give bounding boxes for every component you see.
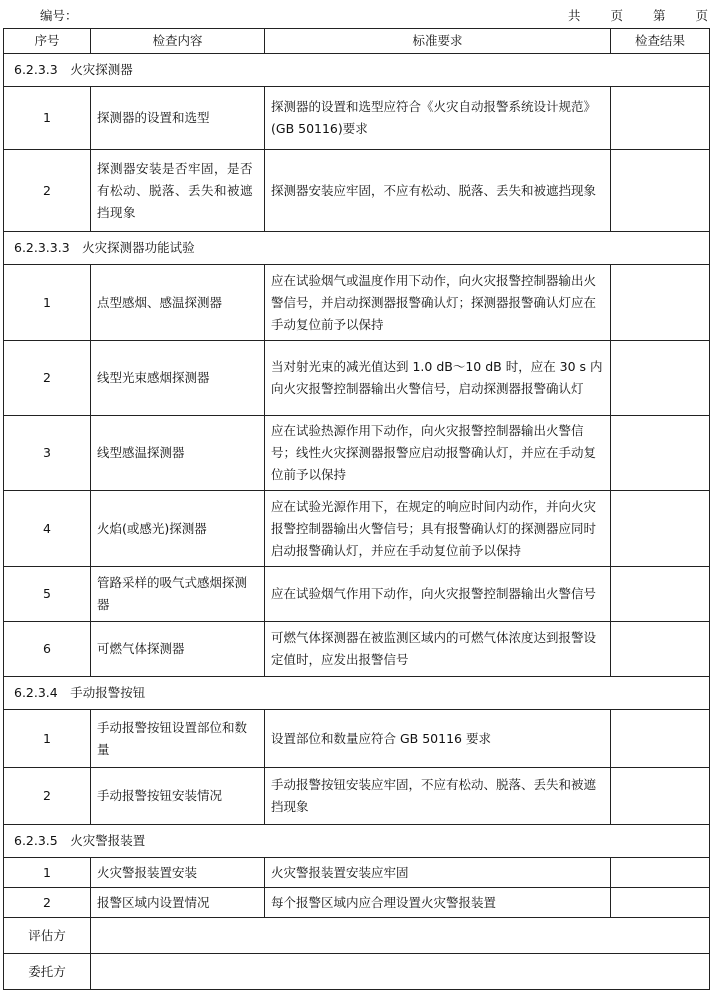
page-no-label: 第 xyxy=(652,8,666,23)
check-item: 手动报警按钮安装情况 xyxy=(91,768,265,825)
table-row xyxy=(4,858,710,888)
result-cell[interactable] xyxy=(611,567,710,622)
row-number: 3 xyxy=(4,416,91,491)
table-row xyxy=(4,416,710,491)
column-header-requirement: 标准要求 xyxy=(265,29,611,54)
check-item: 点型感烟、感温探测器 xyxy=(91,265,265,341)
row-number: 2 xyxy=(4,888,91,918)
row-number: 1 xyxy=(4,87,91,150)
footer-row-client xyxy=(4,954,710,990)
check-item: 探测器的设置和选型 xyxy=(91,87,265,150)
row-number: 1 xyxy=(4,265,91,341)
row-number: 1 xyxy=(4,858,91,888)
page-label-2: 页 xyxy=(695,8,708,23)
requirement: 探测器的设置和选型应符合《火灾自动报警系统设计规范》(GB 50116)要求 xyxy=(265,87,611,150)
section-row xyxy=(4,232,710,265)
section-title: 6.2.3.5 火灾警报装置 xyxy=(4,825,710,858)
section-row xyxy=(4,54,710,87)
requirement: 可燃气体探测器在被监测区域内的可燃气体浓度达到报警设定值时，应发出报警信号 xyxy=(265,622,611,677)
section-title: 6.2.3.4 手动报警按钮 xyxy=(4,677,710,710)
section-title: 6.2.3.3 火灾探测器 xyxy=(4,54,710,87)
footer-row-evaluator xyxy=(4,918,710,954)
table-header-row xyxy=(4,29,710,54)
inspection-table xyxy=(3,28,710,990)
table-row xyxy=(4,888,710,918)
column-header-result: 检查结果 xyxy=(611,29,710,54)
result-cell[interactable] xyxy=(611,768,710,825)
section-row xyxy=(4,677,710,710)
table-row xyxy=(4,491,710,567)
check-item: 手动报警按钮设置部位和数量 xyxy=(91,710,265,768)
table-row xyxy=(4,265,710,341)
check-item: 线型光束感烟探测器 xyxy=(91,341,265,416)
client-label: 委托方 xyxy=(4,954,91,990)
evaluator-label: 评估方 xyxy=(4,918,91,954)
requirement: 应在试验烟气或温度作用下动作，向火灾报警控制器输出火警信号，并启动探测器报警确认灯；探测器报警确认灯应在手动复位前予以保持 xyxy=(265,265,611,341)
check-item: 可燃气体探测器 xyxy=(91,622,265,677)
section-title: 6.2.3.3.3 火灾探测器功能试验 xyxy=(4,232,710,265)
row-number: 5 xyxy=(4,567,91,622)
client-field[interactable] xyxy=(91,954,710,990)
requirement: 火灾警报装置安装应牢固 xyxy=(265,858,611,888)
requirement: 应在试验光源作用下，在规定的响应时间内动作，并向火灾报警控制器输出火警信号；具有报警确认灯的探测器应同时启动报警确认灯，并应在手动复位前予以保持 xyxy=(265,491,611,567)
check-item: 线型感温探测器 xyxy=(91,416,265,491)
evaluator-field[interactable] xyxy=(91,918,710,954)
requirement: 探测器安装应牢固，不应有松动、脱落、丢失和被遮挡现象 xyxy=(265,150,611,232)
total-label: 共 xyxy=(567,8,581,23)
requirement: 设置部位和数量应符合 GB 50116 要求 xyxy=(265,710,611,768)
check-item: 报警区域内设置情况 xyxy=(91,888,265,918)
page-header xyxy=(0,0,712,28)
table-row xyxy=(4,87,710,150)
row-number: 1 xyxy=(4,710,91,768)
table-row xyxy=(4,710,710,768)
table-row xyxy=(4,768,710,825)
row-number: 2 xyxy=(4,150,91,232)
requirement: 手动报警按钮安装应牢固，不应有松动、脱落、丢失和被遮挡现象 xyxy=(265,768,611,825)
column-header-no: 序号 xyxy=(4,29,91,54)
row-number: 4 xyxy=(4,491,91,567)
result-cell[interactable] xyxy=(611,622,710,677)
result-cell[interactable] xyxy=(611,491,710,567)
row-number: 2 xyxy=(4,768,91,825)
result-cell[interactable] xyxy=(611,150,710,232)
table-row xyxy=(4,341,710,416)
requirement: 当对射光束的减光值达到 1.0 dB～10 dB 时，应在 30 s 内向火灾报警控制器输出火警信号，启动探测器报警确认灯 xyxy=(265,341,611,416)
document-number-label: 编号： xyxy=(40,8,78,23)
page-counter xyxy=(538,6,708,24)
column-header-item: 检查内容 xyxy=(91,29,265,54)
row-number: 6 xyxy=(4,622,91,677)
result-cell[interactable] xyxy=(611,87,710,150)
result-cell[interactable] xyxy=(611,888,710,918)
table-row xyxy=(4,150,710,232)
result-cell[interactable] xyxy=(611,341,710,416)
result-cell[interactable] xyxy=(611,265,710,341)
check-item: 火焰(或感光)探测器 xyxy=(91,491,265,567)
check-item: 火灾警报装置安装 xyxy=(91,858,265,888)
page-label: 页 xyxy=(610,8,623,23)
section-row xyxy=(4,825,710,858)
table-row xyxy=(4,622,710,677)
check-item: 探测器安装是否牢固，是否有松动、脱落、丢失和被遮挡现象 xyxy=(91,150,265,232)
result-cell[interactable] xyxy=(611,710,710,768)
result-cell[interactable] xyxy=(611,858,710,888)
requirement: 应在试验烟气作用下动作，向火灾报警控制器输出火警信号 xyxy=(265,567,611,622)
row-number: 2 xyxy=(4,341,91,416)
requirement: 每个报警区域内应合理设置火灾警报装置 xyxy=(265,888,611,918)
requirement: 应在试验热源作用下动作，向火灾报警控制器输出火警信号；线性火灾探测器报警应启动报警确认灯，并应在手动复位前予以保持 xyxy=(265,416,611,491)
table-row xyxy=(4,567,710,622)
result-cell[interactable] xyxy=(611,416,710,491)
check-item: 管路采样的吸气式感烟探测器 xyxy=(91,567,265,622)
